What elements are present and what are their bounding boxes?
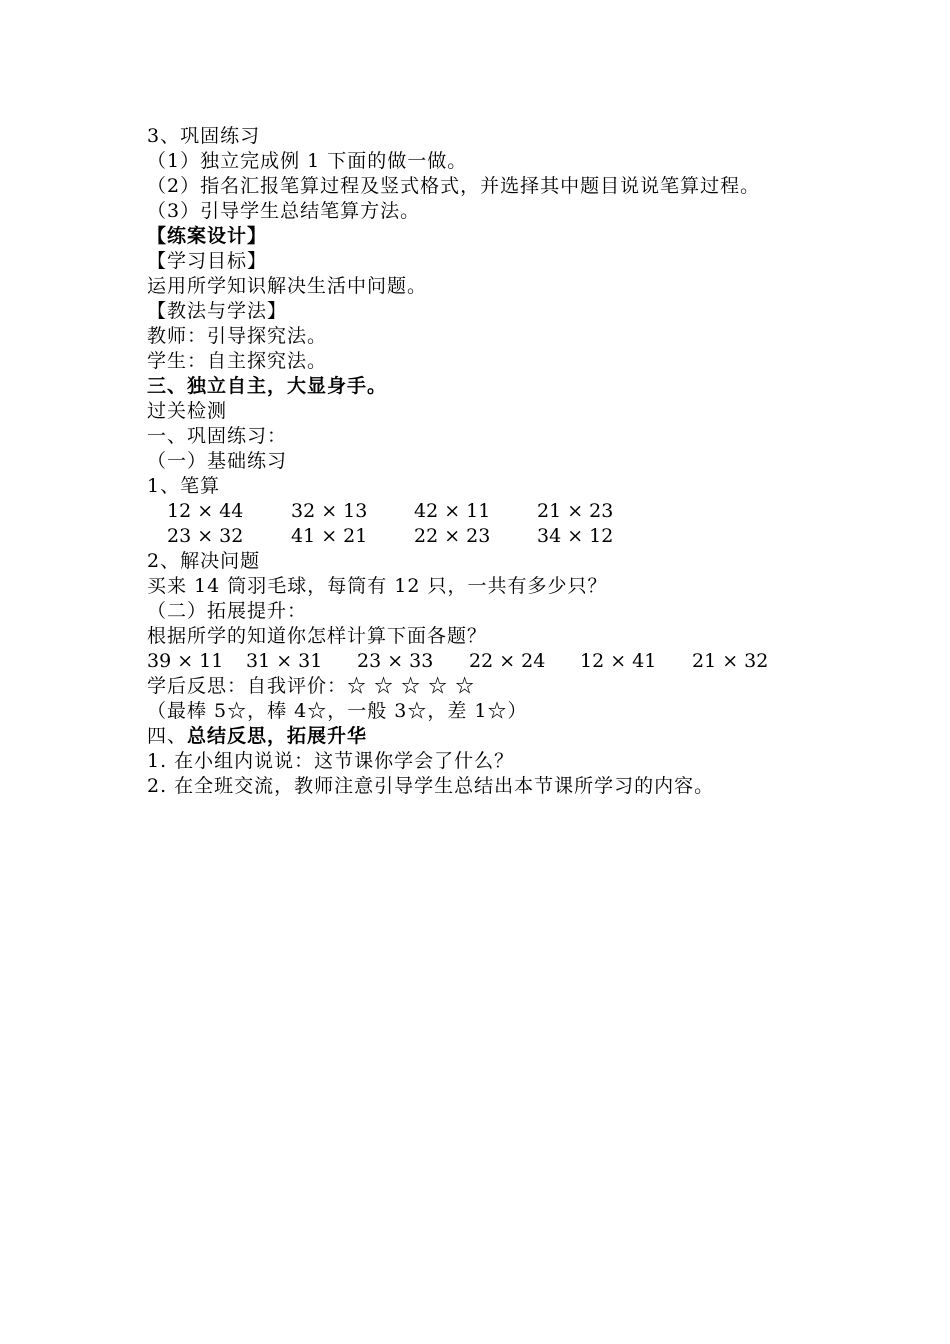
written-calc-heading: 1、笔算 xyxy=(147,475,221,497)
checkpoint-heading: 过关检测 xyxy=(147,400,228,422)
calc-item: 23 × 32 xyxy=(167,525,244,547)
summary-item-2: 2. 在全班交流，教师注意引导学生总结出本节课所学习的内容。 xyxy=(147,775,715,797)
section-3-heading: 三、独立自主，大显身手。 xyxy=(147,375,388,397)
section-4-heading xyxy=(147,724,367,748)
rating-legend: （最棒 5☆，棒 4☆，一般 3☆，差 1☆） xyxy=(147,700,528,722)
student-method: 学生：自主探究法。 xyxy=(147,350,328,372)
heading-methods: 【教法与学法】 xyxy=(147,300,288,322)
calc-item: 22 × 24 xyxy=(469,650,546,672)
heading-consolidation: 3、巩固练习 xyxy=(147,125,261,147)
teacher-method: 教师：引导探究法。 xyxy=(147,325,328,347)
calc-item: 32 × 13 xyxy=(291,500,368,522)
calc-item: 22 × 23 xyxy=(414,525,491,547)
step-3: （3）引导学生总结笔算方法。 xyxy=(147,200,421,222)
calc-item: 42 × 11 xyxy=(414,500,491,522)
step-2: （2）指名汇报笔算过程及竖式格式，并选择其中题目说说笔算过程。 xyxy=(147,175,761,197)
heading-learning-goal: 【学习目标】 xyxy=(147,250,268,272)
calc-item: 21 × 32 xyxy=(692,650,769,672)
heading-practice-design: 【练案设计】 xyxy=(147,225,268,247)
calc-item: 39 × 11 xyxy=(147,650,224,672)
extension-question: 根据所学的知道你怎样计算下面各题？ xyxy=(147,625,488,647)
summary-item-1: 1. 在小组内说说：这节课你学会了什么？ xyxy=(147,750,515,772)
calc-item: 23 × 33 xyxy=(357,650,434,672)
section-4-number: 四、 xyxy=(147,725,188,747)
calc-item: 31 × 31 xyxy=(246,650,323,672)
calc-item: 41 × 21 xyxy=(291,525,368,547)
calc-item: 21 × 23 xyxy=(537,500,614,522)
self-evaluation: 学后反思：自我评价：☆ ☆ ☆ ☆ ☆ xyxy=(147,675,476,697)
calc-item: 12 × 41 xyxy=(580,650,657,672)
learning-goal-text: 运用所学知识解决生活中问题。 xyxy=(147,275,428,297)
extension-heading: （二）拓展提升： xyxy=(147,600,308,622)
calc-item: 12 × 44 xyxy=(167,500,244,522)
consolidation-exercises-heading: 一、巩固练习： xyxy=(147,425,288,447)
solve-problems-heading: 2、解决问题 xyxy=(147,550,261,572)
word-problem: 买来 14 筒羽毛球，每筒有 12 只，一共有多少只？ xyxy=(147,575,608,597)
section-4-title: 总结反思，拓展升华 xyxy=(187,725,368,747)
step-1: （1）独立完成例 1 下面的做一做。 xyxy=(147,150,468,172)
basic-exercises-heading: （一）基础练习 xyxy=(147,450,288,472)
calc-item: 34 × 12 xyxy=(537,525,614,547)
